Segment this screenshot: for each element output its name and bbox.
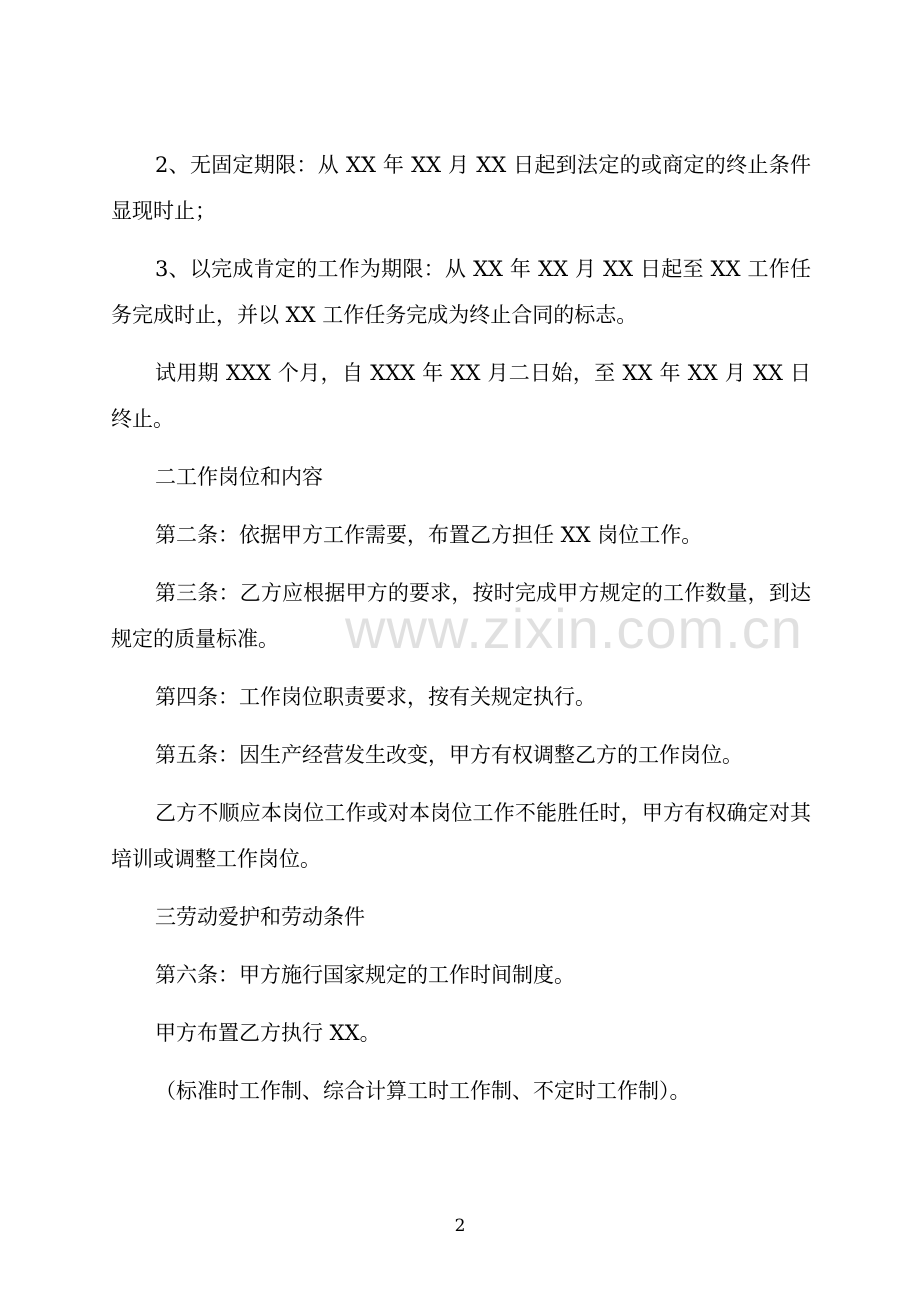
- watermark: www.zixin.com.cn: [345, 597, 803, 660]
- article-2: 第二条：依据甲方工作需要，布置乙方担任 XX 岗位工作。: [155, 523, 703, 547]
- section-heading-labor-protection: 三劳动爱护和劳动条件: [155, 905, 365, 929]
- paragraph-job-adjustment: 乙方不顺应本岗位工作或对本岗位工作不能胜任时，甲方有权确定对其培训或调整工作岗位。: [111, 801, 811, 871]
- page-number: 2: [454, 1216, 466, 1236]
- document-body: [111, 142, 811, 1114]
- paragraph-work-system-options: （标准时工作制、综合计算工时工作制、不定时工作制）。: [155, 1079, 691, 1103]
- paragraph-term-indefinite: 2、无固定期限：从 XX 年 XX 月 XX 日起到法定的或商定的终止条件显现时止；: [111, 153, 811, 223]
- section-heading-job-position: 二工作岗位和内容: [155, 465, 323, 489]
- paragraph-probation: 试用期 XXX 个月，自 XXX 年 XX 月二日始，至 XX 年 XX 月 XX 日终止。: [111, 361, 811, 431]
- paragraph-term-task-based: 3、以完成肯定的工作为期限：从 XX 年 XX 月 XX 日起至 XX 工作任务完成时止，并以 XX 工作任务完成为终止合同的标志。: [111, 257, 811, 327]
- paragraph-work-system: 甲方布置乙方执行 XX。: [155, 1021, 381, 1045]
- article-4: 第四条：工作岗位职责要求，按有关规定执行。: [155, 685, 596, 709]
- article-5: 第五条：因生产经营发生改变，甲方有权调整乙方的工作岗位。: [155, 743, 743, 767]
- article-6: 第六条：甲方施行国家规定的工作时间制度。: [155, 963, 575, 987]
- article-3: 第三条：乙方应根据甲方的要求，按时完成甲方规定的工作数量，到达规定的质量标准。: [111, 581, 811, 651]
